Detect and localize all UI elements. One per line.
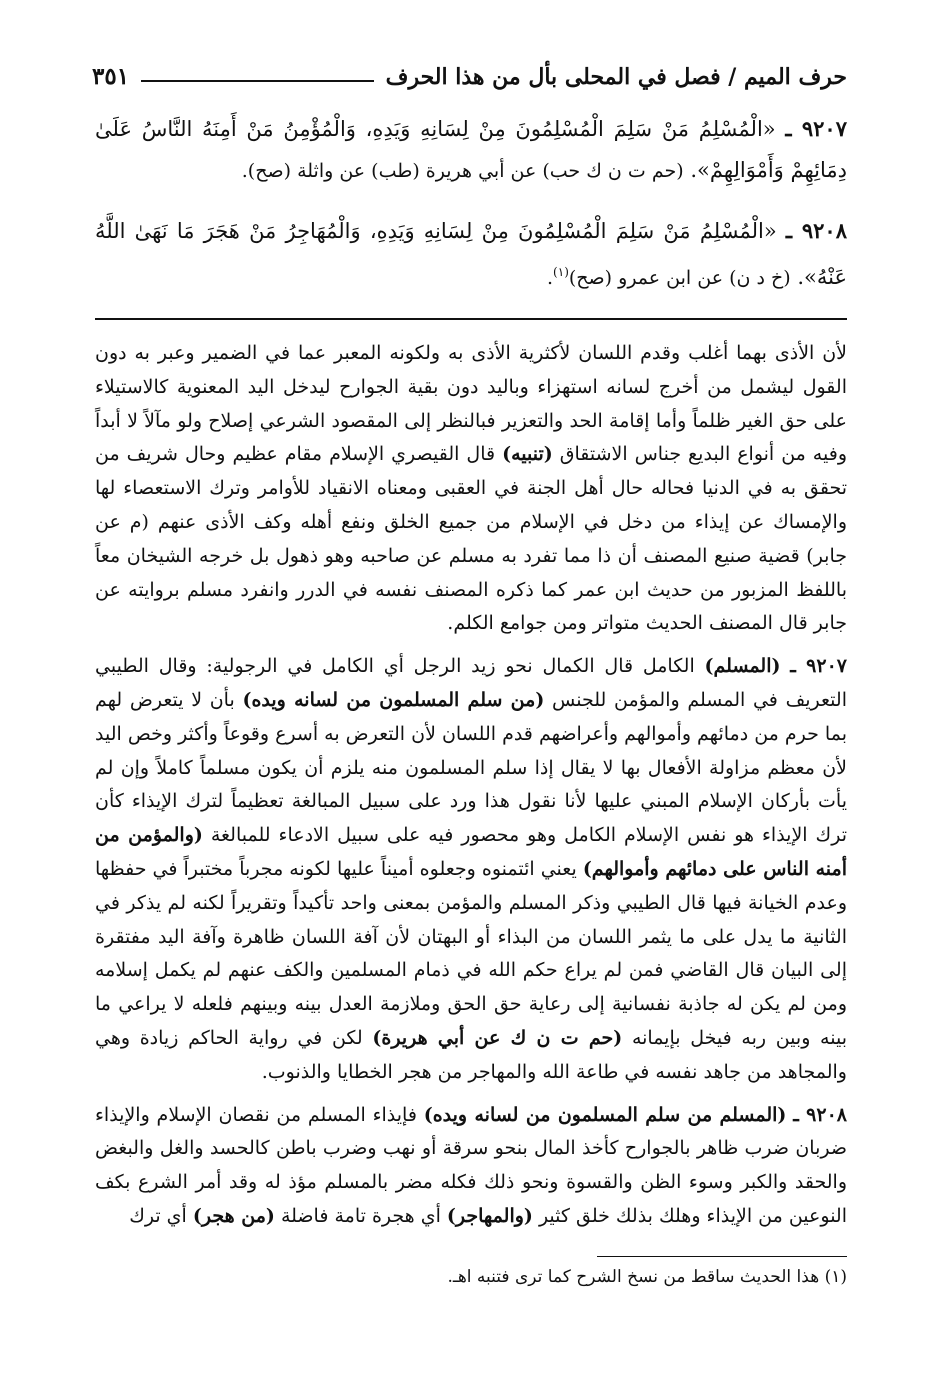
page-number: ٣٥١ <box>92 63 130 90</box>
header-title: حرف الميم / فصل في المحلى بأل من هذا الحرف <box>385 64 847 90</box>
commentary-text: أي هجرة تامة فاضلة <box>280 1204 441 1227</box>
commentary-bold: (المسلم) <box>704 655 781 678</box>
commentary-bold: (من هجر) <box>192 1204 275 1227</box>
commentary-paragraph <box>95 337 847 641</box>
hadith-number: ٩٢٠٨ ـ <box>785 218 847 243</box>
header-rule <box>141 80 374 82</box>
running-header <box>92 46 847 90</box>
commentary-bold: (تنبيه) <box>502 443 553 466</box>
commentary-text: يعني ائتمنوه وجعلوه أميناً عليها لكونه مجرباً مختبراً في حفظها وعدم الخيانة فيها قال الطيبي وذكر المسلم والمؤمن بمعنى واحد تأكيداً وتقريراً لكنه لم يذكر في الثانية ما يدل على ما يثمر اللسان من البذاء أو البهتان لأن آفة اللسان ظاهرة وآفة اليد مفتقرة إلى البيان قال القاضي فمن لم يراع حكم الله في ذمام المسلمين والكف عنهم لم يكمل إسلامه ومن لم يكن له جاذبة نفسانية إلى رعاية حق الحق وملازمة العدل بينه وبينهم فلعله لا يراعي ما بينه وبين ربه فيخل بإيمانه <box>95 857 847 1049</box>
commentary-text: أي ترك <box>129 1204 187 1227</box>
commentary-text: فإيذاء المسلم من نقصان الإسلام والإيذاء ضربان ضرب ظاهر بالجوارح كأخذ المال بنحو سرقة أو نهب وضرب باطن كالحسد والغل والبغض والحقد والكبر وسوء الظن والقسوة ونحو ذلك فكله مضر بالمسلم مؤذ له وقد أمر الشرع بكف النوعين من الإيذاء وهلك بذلك خلق كثير <box>95 1103 847 1227</box>
commentary-text: الكامل قال الكمال نحو زيد الرجل أي الكامل في الرجولية: وقال الطيبي التعريف في المسلم والمؤمن للجنس <box>95 655 847 711</box>
commentary-bold: (والمهاجر) <box>446 1204 533 1227</box>
footnote: (١) هذا الحديث ساقط من نسخ الشرح كما ترى فتنبه اهـ. <box>447 1267 847 1287</box>
hadith-source: (حم ت ن ك حب) عن أبي هريرة (طب) عن واثلة (صح). <box>241 160 684 182</box>
section-divider <box>95 318 847 320</box>
commentary-bold: (من سلم المسلمون من لسانه ويده) <box>242 688 545 711</box>
commentary-text: قال القيصري الإسلام مقام عظيم وحال شريف من تحقق به في الدنيا فحاله حال أهل الجنة في العقبى ومعناه الانقياد للأوامر وترك الاستعصاء لها والإمساك عن إيذاء من دخل في الإسلام من جميع الخلق ونفع أهله وكف الأذى عنهم (م عن جابر) قضية صنيع المصنف أن ذا مما تفرد به مسلم عن صاحبه وهو ذهول بل خرجه الشيخان معاً باللفظ المزبور من حديث ابن عمر كما ذكره المصنف نفسه في الدرر وانفرد مسلم بروايته عن جابر قال المصنف الحديث متواتر ومن جوامع الكلم. <box>95 443 847 635</box>
commentary-bold: (حم ت ن ك عن أبي هريرة) <box>372 1026 623 1049</box>
hadith-end: . <box>547 267 554 289</box>
commentary-text: لأن الأذى بهما أغلب وقدم اللسان لأكثرية الأذى به ولكونه المعبر عما في الضمير وعبر به دون القول ليشمل من أخرج لسانه استهزاء وباليد دون بقية الجوارح ليدخل اليد المعنوية كالاستيلاء على حق الغير ظلماً وأما إقامة الحد والتعزير فبالنظر إلى المقصود الشرعي إصلاح ولو مآلاً لا أبداً وفيه من أنواع البديع جناس الاشتقاق <box>95 342 847 466</box>
commentary-bold: (والمؤمن من أمنه الناس على دمائهم وأموالهم) <box>95 824 847 880</box>
commentary-bold: (المسلم من سلم المسلمون من لسانه ويده) <box>423 1103 787 1126</box>
hadith-text: «الْمُسْلِمُ مَنْ سَلِمَ الْمُسْلِمُونَ مِنْ لِسَانِهِ وَيَدِهِ، وَالْمُؤْمِنُ مَنْ أَمِنَهُ النَّاسُ عَلَىٰ دِمَائِهِمْ وَأَمْوَالِهِمْ». <box>95 117 847 182</box>
commentary <box>95 337 847 1243</box>
hadith-text: «الْمُسْلِمُ مَنْ سَلِمَ الْمُسْلِمُونَ مِنْ لِسَانِهِ وَيَدِهِ، وَالْمُهَاجِرُ مَنْ هَجَرَ مَا نَهَىٰ اللَّهُ عَنْهُ». <box>95 219 847 289</box>
hadith-9208 <box>95 210 847 299</box>
commentary-paragraph-9208 <box>95 1099 847 1234</box>
commentary-text: بأن لا يتعرض لهم بما حرم من دمائهم وأموالهم وأعراضهم قدم اللسان لأن التعرض به أسرع وقوعاً وأكثر وخص اليد لأن معظم مزاولة الأفعال بها لا يقال إذا سلم المسلمون منه يلزم أن يكون مسلماً كاملاً وإن لم يأت بأركان الإسلام المبني عليها لأنا نقول هذا ورد على سبيل المبالغة تعظيماً لترك الإيذاء كأن ترك الإيذاء هو نفس الإسلام الكامل وهو محصور فيه على سبيل الادعاء للمبالغة <box>95 688 847 847</box>
footnote-rule <box>597 1256 847 1257</box>
hadith-9207 <box>95 108 847 192</box>
footnote-ref: (١) <box>553 265 569 279</box>
hadith-number: ٩٢٠٧ ـ <box>785 116 847 141</box>
commentary-number: ٩٢٠٧ ـ <box>790 655 847 678</box>
hadith-source: (خ د ن) عن ابن عمرو (صح) <box>568 267 791 289</box>
commentary-number: ٩٢٠٨ ـ <box>793 1103 847 1126</box>
commentary-paragraph-9207 <box>95 650 847 1089</box>
commentary-text: لكن في رواية الحاكم زيادة وهي والمجاهد من جاهد نفسه في طاعة الله والمهاجر من هجر الخطايا والذنوب. <box>95 1026 847 1083</box>
